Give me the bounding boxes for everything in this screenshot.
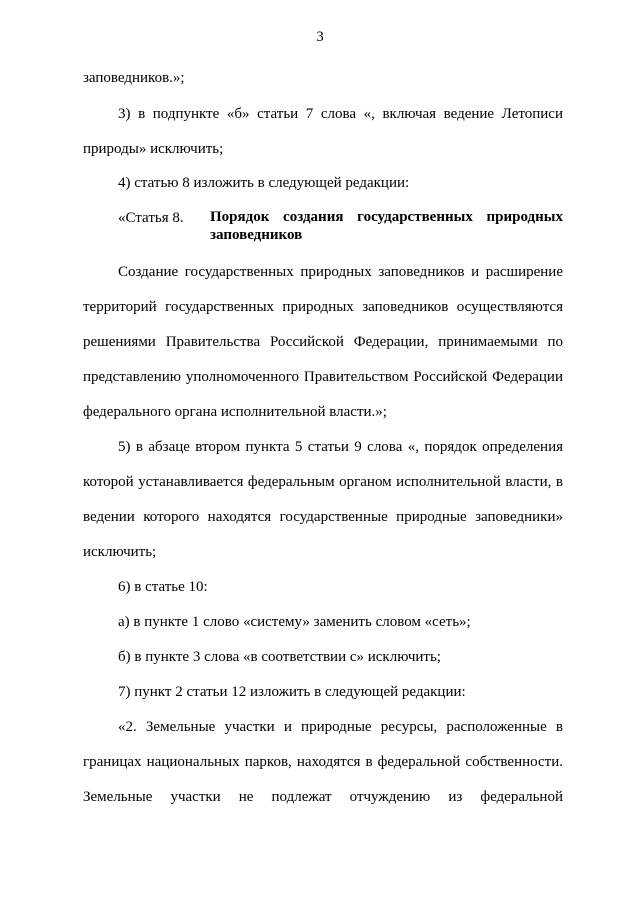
text-line-11: которой устанавливается федеральным органом исполнительной власти, в (83, 474, 563, 490)
text-line-9: федерального органа исполнительной власти.»; (83, 404, 387, 420)
text-line-13: исключить; (83, 544, 157, 560)
page-number: 3 (316, 29, 324, 45)
text-line-4: 4) статью 8 изложить в следующей редакции: (118, 175, 410, 191)
text-line-14: 6) в статье 10: (118, 579, 208, 595)
text-line-8: представлению уполномоченного Правительством Российской Федерации (83, 369, 563, 385)
text-line-2: 3) в подпункте «б» статьи 7 слова «, включая ведение Летописи (118, 106, 563, 122)
text-line-12: ведении которого находятся государственные природные заповедники» (83, 509, 563, 525)
text-line-7: решениями Правительства Российской Федерации, принимаемыми по (83, 334, 563, 350)
text-line-17: 7) пункт 2 статьи 12 изложить в следующей редакции: (118, 684, 466, 700)
text-line-3: природы» исключить; (83, 141, 224, 157)
text-line-5: Создание государственных природных заповедников и расширение (118, 264, 563, 280)
text-line-19: границах национальных парков, находятся в федеральной собственности. (83, 754, 563, 770)
text-line-16: б) в пункте 3 слова «в соответствии с» исключить; (118, 649, 441, 665)
text-line-15: а) в пункте 1 слово «систему» заменить словом «сеть»; (118, 614, 471, 630)
text-line-10: 5) в абзаце втором пункта 5 статьи 9 слова «, порядок определения (118, 439, 563, 455)
text-line-1: заповедников.»; (83, 70, 185, 86)
text-line-6: территорий государственных природных заповедников осуществляются (83, 299, 563, 315)
article-title-line-2: заповедников (210, 227, 303, 243)
article-title-line-1: Порядок создания государственных природных (210, 209, 563, 225)
article-label: «Статья 8. (118, 210, 184, 226)
text-line-18: «2. Земельные участки и природные ресурсы, расположенные в (118, 719, 563, 735)
text-line-20: Земельные участки не подлежат отчуждению из федеральной (83, 789, 563, 805)
